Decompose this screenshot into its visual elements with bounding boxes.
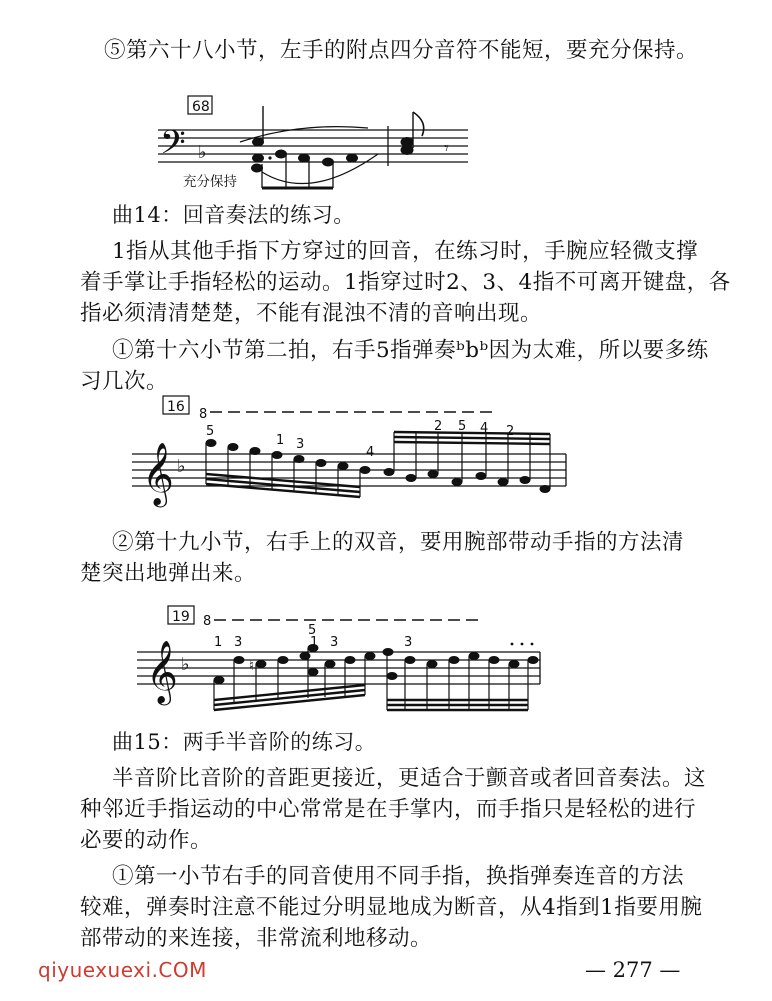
paragraph-measure-68: ⑤第六十八小节，左手的附点四分音符不能短，要充分保持。 — [104, 38, 699, 63]
paragraph-turn-line-2: 着手掌让手指轻松的运动。1指穿过时2、3、4指不可离开键盘，各 — [80, 270, 731, 295]
fingering: 4 — [480, 421, 489, 436]
measure-number-19: 19 — [172, 609, 190, 625]
flat-key-signature-icon: ♭ — [177, 456, 186, 477]
heading-piece-15: 曲15：两手半音阶的练习。 — [112, 730, 377, 754]
flat-key-signature-icon: ♭ — [181, 654, 190, 675]
paragraph-measure-1-line-1: ①第一小节右手的同音使用不同手指，换指弹奏连音的方法 — [112, 864, 685, 889]
bass-clef-icon: 𝄢 — [160, 124, 186, 170]
flat-key-signature-icon: ♭ — [198, 142, 207, 163]
paragraph-chromatic-line-2: 种邻近手指运动的中心常常是在手掌内，而手指只是轻松的进行 — [80, 797, 697, 822]
fingering: 3 — [296, 437, 305, 452]
fingering: 5 — [458, 419, 467, 434]
paragraph-turn-line-3: 指必须清清楚楚，不能有混浊不清的音响出现。 — [80, 301, 543, 326]
heading-piece-14: 曲14：回音奏法的练习。 — [112, 203, 355, 227]
notes-group — [240, 106, 449, 188]
fingering: 5 — [308, 623, 317, 638]
hold-mark: 充分保持 — [183, 174, 237, 190]
paragraph-measure-16-line-2: 习几次。 — [80, 369, 169, 394]
treble-staff — [137, 652, 540, 684]
paragraph-measure-16-line-1: ①第十六小节第二拍，右手5指弹奏ᵇbᵇ因为太难，所以要多练 — [112, 338, 709, 363]
fingering: 3 — [330, 635, 339, 650]
octave-mark: 8 — [203, 614, 212, 629]
fingering: 4 — [366, 445, 375, 460]
fingering: 1 — [276, 433, 285, 448]
fingering: 3 — [234, 635, 243, 650]
fingering: 3 — [404, 635, 413, 650]
notes-group — [206, 432, 551, 497]
fingering: 5 — [206, 424, 215, 439]
svg-text:𝄾: 𝄾 — [444, 138, 449, 159]
treble-clef-icon: 𝄞 — [146, 640, 178, 703]
paragraph-measure-1-line-3: 部带动的来连接，非常流利地移动。 — [80, 926, 433, 951]
paragraph-chromatic-line-3: 必要的动作。 — [80, 828, 213, 853]
measure-number-68: 68 — [192, 99, 210, 115]
page-number: — 277 — — [585, 958, 681, 982]
octave-mark: 8 — [199, 407, 208, 422]
paragraph-measure-1-line-2: 较难，弹奏时注意不能过分明显地成为断音，从4指到1指要用腕 — [80, 895, 703, 920]
paragraph-turn-line-1: 1指从其他手指下方穿过的回音，在练习时，手腕应轻微支撑 — [112, 239, 699, 264]
paragraph-chromatic-line-1: 半音阶比音阶的音距更接近，更适合于颤音或者回音奏法。这 — [112, 766, 707, 791]
fingering: 1 — [214, 635, 223, 650]
fingering: 2 — [506, 424, 515, 439]
fingering: 1 — [310, 635, 319, 650]
paragraph-measure-19-line-2: 楚突出地弹出来。 — [80, 561, 257, 586]
fingering: 2 — [434, 419, 443, 434]
score-measure-19 — [0, 598, 772, 718]
treble-clef-icon: 𝄞 — [142, 442, 174, 505]
svg-text:♮: ♮ — [249, 658, 255, 674]
score-measure-16 — [0, 392, 772, 512]
paragraph-measure-19-line-1: ②第十九小节，右手上的双音，要用腕部带动手指的方法清 — [112, 530, 685, 555]
score-measure-68 — [0, 92, 772, 202]
measure-number-16: 16 — [167, 399, 185, 415]
site-watermark: qiyuexuexi.COM — [38, 958, 207, 982]
fingering-numbers — [214, 623, 412, 650]
